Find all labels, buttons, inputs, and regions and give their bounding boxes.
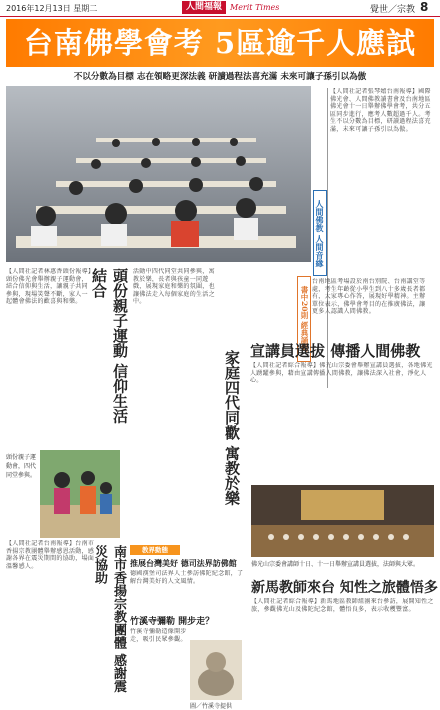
exam-article-body: 台南地區考場設於南台別院、台南講堂等處，考生年齡從小學生到八十多歲長者都有，大家專心作答，展現好學精神。主辦單位表示，佛學會考目的在推廣佛法，讓更多人認識人間佛教。: [312, 278, 426, 316]
photo3-caption: 佛光山宗委會講師十日、十一日舉辦宣講員選拔，法師與大眾。: [251, 561, 420, 568]
exam-hall-photo: [6, 86, 311, 262]
family-title: 頭份親子運動 信仰生活結合: [90, 268, 129, 424]
maitreya-statue-photo: [190, 640, 242, 700]
sub-headline: 不以分數為目標 志在領略更深法義 研讀過程法喜充滿 未來可讓子孫引以為傲: [73, 72, 367, 82]
tainan-article-body: 【人間社記者台南報導】台南市香揚宗教團體舉辦感恩活動，感謝各界在震災期間的協助，場面溫馨感人。: [6, 540, 95, 570]
masthead: [0, 0, 440, 17]
main-headline: 台南佛學會考 5區逾千人應試: [23, 26, 417, 60]
malaysia-article-body: 【人間社記者綜合報導】新馬地區教師組團來台參訪，展開知性之旅，參觀佛光山及佛陀紀念館，體悟良多，表示收穫豐富。: [251, 598, 434, 613]
photo2-caption: 頭份親子運動會，四代同堂參與。: [6, 454, 37, 479]
family-article-body: 【人間社記者林惠香頭份報導】頭份佛光會舉辦親子運動會，結合信仰與生活，讓親子共同參與，現場笑聲不斷，家人一起體會佛法的歡喜與和樂。: [6, 268, 92, 306]
tag-blue: 人間佛教 人間音緣: [313, 190, 327, 276]
elect-article-body: 【人間社記者綜合報導】佛光山宗委會舉辦宣講員選拔，各地佛光人踴躍參與，藉由宣講傳播人間佛教，讓佛法深入社會，淨化人心。: [250, 362, 433, 385]
section-name: 覺世／宗教: [370, 5, 416, 15]
generations-article-body: 活動中四代同堂共同參與，寓教於樂，長者與孩童一同遊戲，展現家庭和樂的氛圍，也讓佛法走入每個家庭的生活之中。: [133, 268, 215, 306]
page-number: 8: [420, 0, 429, 14]
elect-title: 宣講員選拔 傳播人間佛教: [250, 342, 421, 360]
recommend-article-body: 德國漢堡司法界人士參訪佛陀紀念館，了解台灣美好的人文風情。: [130, 570, 244, 585]
photo4-credit: 圖／竹溪寺提供: [190, 703, 233, 710]
headline-banner: [6, 19, 434, 67]
stage-photo: [251, 485, 434, 557]
family-event-photo: [40, 450, 120, 538]
newspaper-english-name: Merit Times: [230, 3, 280, 12]
bamboo-article-body: 竹溪寺彌勒造像開步走，吸引民眾參觀。: [130, 628, 187, 643]
issue-date: 2016年12月13日 星期二: [6, 4, 98, 13]
tag-orange: 書中20則 經典誦偈: [297, 276, 311, 362]
malaysia-title: 新馬教師來台 知性之旅體悟多: [251, 580, 438, 596]
generations-title: 家庭四代同歡 寓教於樂: [223, 350, 241, 506]
bamboo-title: 竹溪寺彌勒 開步走？: [130, 617, 215, 627]
tainan-title: 南市香揚宗教團體 感謝震災協助: [92, 545, 126, 693]
newspaper-logo: 人間福報: [182, 1, 226, 14]
recommend-title: 推展台灣美好 德司法界訪佛館: [130, 558, 237, 568]
box-label: 教界動態: [130, 545, 180, 555]
lead-article-body: 【人間社記者張琴嬉台南報導】國際佛光會、人間佛教讀書會及台南地區佛光會十一日舉辦佛學會考，共分五區同步進行，應考人數超過千人。考生不以分數為目標，研讀過程法喜充滿，未來可讓子孫引以為傲。: [330, 88, 431, 133]
